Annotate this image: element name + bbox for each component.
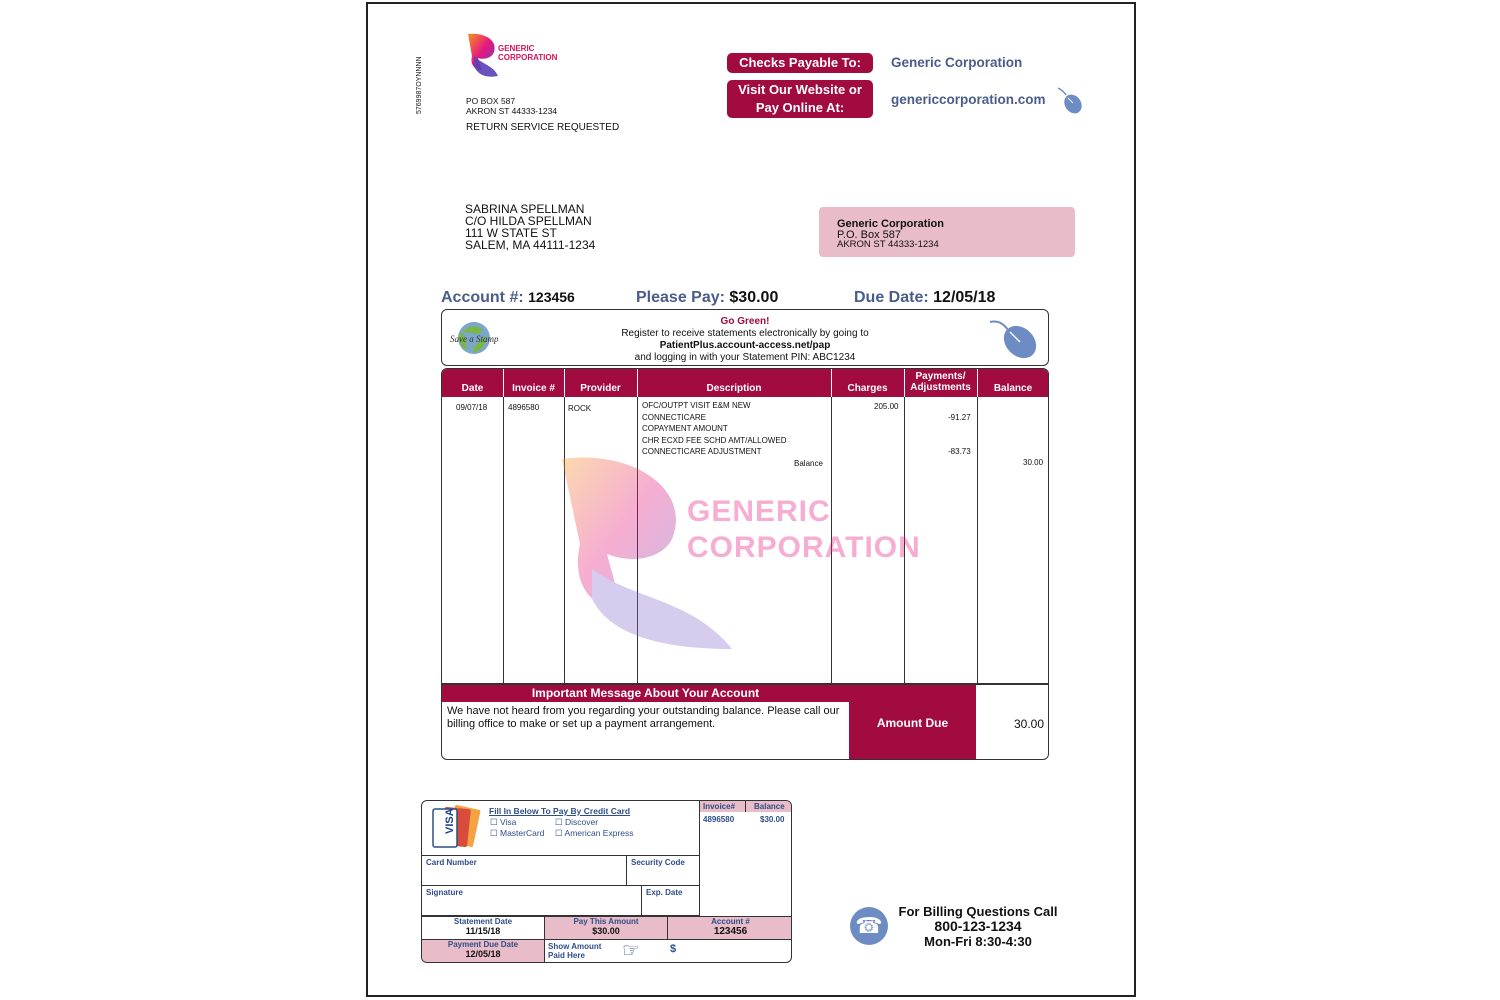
billing-phone[interactable]: 800-123-1234: [934, 918, 1022, 934]
dollar-sign: $: [670, 943, 677, 955]
website-label-line1: Visit Our Website or: [738, 82, 862, 97]
credit-cards-icon: [427, 805, 487, 851]
please-pay-value: $30.00: [729, 289, 779, 306]
pointing-hand-icon: ☞: [622, 940, 640, 962]
security-code-label: Security Code: [631, 858, 685, 867]
discover-label: Discover: [565, 817, 599, 827]
row-desc-line3: COPAYMENT AMOUNT: [642, 424, 728, 433]
mouse-icon: [988, 316, 1044, 360]
coupon-account-value: 123456: [713, 926, 748, 937]
please-pay-label: Please Pay:: [636, 289, 725, 306]
row-balance-value: 30.00: [1023, 458, 1044, 467]
row-charge: 205.00: [874, 402, 899, 411]
company-logo: [464, 30, 574, 86]
row-balance-label: Balance: [794, 459, 823, 468]
payment-due-label: Payment Due Date: [447, 940, 519, 949]
due-date-label: Due Date:: [854, 289, 929, 306]
coupon-invoice-col: Invoice#: [703, 802, 736, 811]
show-amount-line2: Paid Here: [548, 951, 585, 960]
vertical-code: 5769987OYNNNN: [416, 56, 423, 114]
remit-line2: AKRON ST 44333-1234: [837, 239, 939, 250]
statement-date-cell: [422, 916, 545, 940]
watermark-line2: CORPORATION: [687, 531, 921, 564]
coupon-title: Fill In Below To Pay By Credit Card: [489, 806, 631, 816]
return-address-line2: AKRON ST 44333-1234: [466, 106, 558, 116]
remit-to-box: [819, 207, 1075, 257]
card-number-label: Card Number: [426, 858, 477, 867]
row-date: 09/07/18: [456, 403, 488, 412]
amount-due-value: 30.00: [1013, 717, 1044, 731]
show-amount-line1: Show Amount: [548, 942, 602, 951]
account-label: Account #:: [441, 289, 524, 306]
row-provider: ROCK: [568, 404, 592, 413]
pay-this-amount-value: $30.00: [592, 926, 620, 936]
save-a-stamp-text: Save a Stamp: [450, 334, 499, 344]
account-value: 123456: [528, 289, 575, 305]
coupon-account-label: Account #: [711, 917, 750, 926]
col-header-payments-line2: Adjustments: [910, 381, 971, 393]
exp-date-label: Exp. Date: [646, 888, 683, 897]
payment-due-cell: [422, 939, 545, 963]
remit-name: Generic Corporation: [837, 218, 944, 230]
amount-due-label: Amount Due: [849, 685, 976, 760]
go-green-url[interactable]: PatientPlus.account-access.net/pap: [659, 340, 831, 351]
payment-due-value: 12/05/18: [465, 949, 501, 959]
row-description: [642, 400, 786, 458]
signature-field[interactable]: [422, 885, 642, 916]
billing-questions-title: For Billing Questions Call: [898, 904, 1058, 919]
go-green-box: [441, 309, 1049, 366]
discover-checkbox[interactable]: ☐: [555, 817, 563, 827]
row-invoice: 4896580: [508, 403, 540, 412]
website-label-line2: Pay Online At:: [755, 100, 845, 115]
billing-hours: Mon-Fri 8:30-4:30: [924, 934, 1032, 949]
card-number-field[interactable]: [422, 855, 627, 886]
row-desc-line1: OFC/OUTPT VISIT E&M NEW: [642, 401, 751, 410]
col-header-description: Description: [706, 383, 762, 394]
due-date-value: 12/05/18: [933, 289, 996, 306]
recipient-line3: 111 W STATE ST: [465, 226, 557, 240]
row-desc-line4: CHR ECXD FEE SCHD AMT/ALLOWED: [642, 435, 787, 445]
watermark-line1: GENERIC: [687, 495, 831, 528]
coupon-account-cell: [667, 916, 792, 940]
col-header-balance: Balance: [993, 383, 1033, 394]
col-header-charges: Charges: [847, 383, 888, 394]
go-green-title: Go Green!: [720, 316, 770, 327]
phone-icon: ☎: [850, 907, 888, 945]
mastercard-label: MasterCard: [500, 828, 545, 838]
statement-page: [366, 2, 1136, 997]
exp-date-field[interactable]: [641, 885, 700, 916]
go-green-line1: Register to receive statements electronically by going to: [621, 328, 869, 339]
amex-label: American Express: [564, 828, 634, 838]
watermark: [552, 449, 952, 649]
logo-text-line2: CORPORATION: [498, 53, 558, 62]
statement-date-value: 11/15/18: [465, 926, 501, 936]
pay-this-amount-label: Pay This Amount: [573, 917, 639, 926]
message-title: Important Message About Your Account: [442, 685, 849, 702]
col-header-payments-line1: Payments/: [915, 370, 966, 382]
return-address-line1: PO BOX 587: [466, 96, 516, 106]
logo-text-line1: GENERIC: [498, 44, 535, 53]
pay-this-amount-cell: [544, 916, 668, 940]
recipient-address: [465, 203, 595, 251]
security-code-field[interactable]: [626, 855, 700, 886]
coupon-balance-value: $30.00: [760, 815, 785, 824]
row-desc-line2: CONNECTICARE: [642, 412, 707, 422]
mouse-icon: [1056, 86, 1084, 116]
return-service: RETURN SERVICE REQUESTED: [466, 122, 620, 133]
statement-table: [441, 368, 1049, 684]
credit-card-coupon: [421, 800, 792, 963]
recipient-line1: SABRINA SPELLMAN: [465, 202, 585, 216]
website-link[interactable]: genericcorporation.com: [891, 92, 1046, 107]
statement-date-label: Statement Date: [453, 917, 513, 926]
col-header-invoice: Invoice #: [512, 383, 555, 394]
col-header-date: Date: [461, 383, 484, 394]
col-header-provider: Provider: [580, 383, 621, 394]
svg-text:VISA: VISA: [444, 808, 456, 834]
checks-payable-value: Generic Corporation: [891, 55, 1023, 70]
recipient-line4: SALEM, MA 44111-1234: [465, 238, 596, 252]
row-payment2: -83.73: [948, 447, 971, 456]
row-desc-line5: CONNECTICARE ADJUSTMENT: [642, 447, 762, 456]
remit-line1: P.O. Box 587: [837, 228, 902, 241]
show-amount-paid[interactable]: [548, 942, 601, 960]
coupon-balance-col: Balance: [754, 802, 785, 811]
go-green-line3: and logging in with your Statement PIN: ABC1234: [634, 352, 856, 363]
amex-checkbox[interactable]: ☐: [555, 828, 563, 838]
col-header-payments: [904, 369, 977, 397]
visa-checkbox[interactable]: ☐: [490, 817, 498, 827]
signature-label: Signature: [426, 888, 463, 897]
message-body: We have not heard from you regarding your outstanding balance. Please call our billing office to make or set up a payment arrangement.: [447, 705, 840, 730]
recipient-line2: C/O HILDA SPELLMAN: [465, 214, 592, 228]
checks-payable-label: Checks Payable To:: [727, 53, 873, 73]
coupon-invoice-value: 4896580: [703, 815, 735, 824]
message-box: [441, 684, 1049, 760]
website-label: [727, 80, 873, 118]
row-payment1: -91.27: [948, 413, 971, 422]
mastercard-checkbox[interactable]: ☐: [490, 828, 498, 838]
visa-label: Visa: [500, 817, 517, 827]
